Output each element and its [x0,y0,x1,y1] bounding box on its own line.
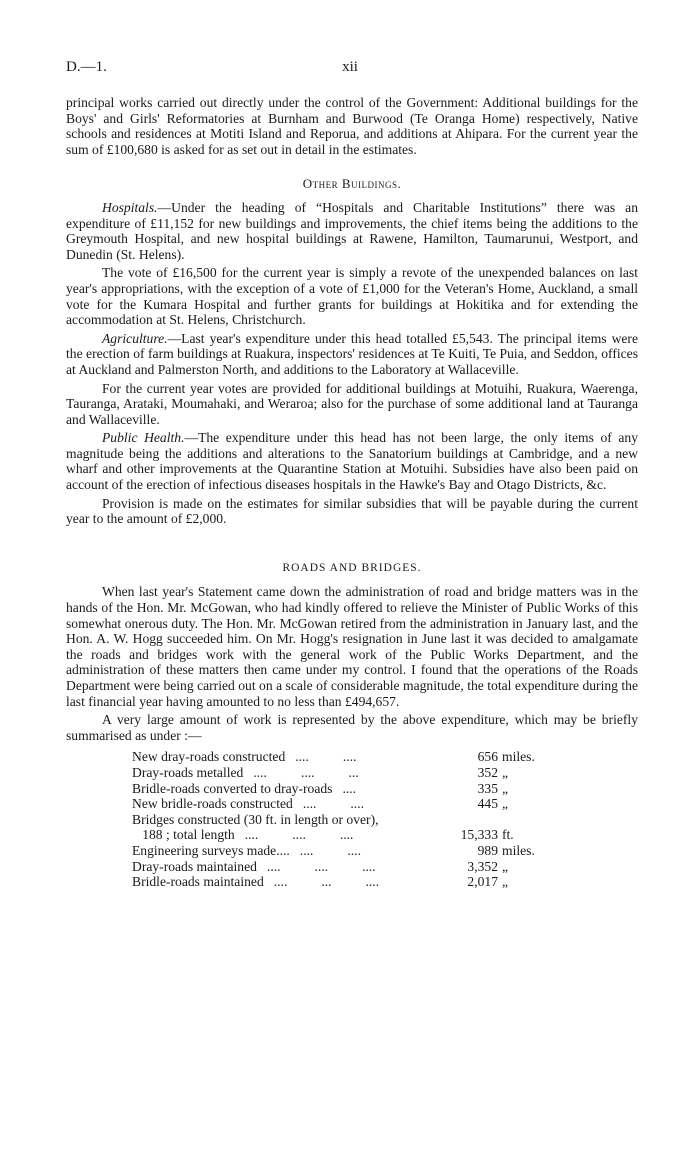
agriculture-paragraph [66,331,638,378]
statistics-label-text: Bridle-roads maintained [132,874,264,890]
statistics-label-text: Dray-roads maintained [132,858,257,874]
statistics-row [132,827,602,843]
page-header [66,60,634,78]
document-reference: D.—1. [66,59,107,75]
statistics-label-text: Engineering surveys made.... [132,842,290,858]
statistics-label-text: New dray-roads constructed [132,749,286,765]
roads-statistics-table [132,749,602,889]
roads-bridges-heading: ROADS AND BRIDGES. [282,561,422,574]
statistics-value: 656 [477,749,498,765]
votes-paragraph: For the current year votes are provided for additional buildings at Motuihi, Ruakura, Waerenga, Tauranga, Arataki, Moumahaki, and Weraroa; also for the purchase of some additional land at Tauranga and Wallaceville. [66,380,638,427]
intro-paragraph: principal works carried out directly under the control of the Government: Additional buildings for the Boys' and Girls' Reformatories at Burnham and Burwood (Te Oranga Home) respectively, Native schools and residences at Motiti Island and Reporua, and additions at Ahipara. For the current year the sum of £100,680 is asked for as set out in detail in the estimates. [66,95,638,157]
statistics-label-text: Bridle-roads converted to dray-roads [132,780,333,796]
statistics-row [132,749,602,765]
statistics-label [132,874,434,890]
statistics-label-text: 188 ; total length [132,827,235,843]
statistics-label: Bridges constructed (30 ft. in length or over), [132,811,379,827]
statistics-leader-dots: .... .... .... [244,827,354,843]
statistics-label [132,796,434,812]
hospitals-paragraph [66,200,638,262]
statistics-unit: „ [502,780,509,796]
statistics-label [132,765,434,781]
statistics-unit: „ [502,764,509,780]
statistics-row [132,812,602,828]
statistics-value: 3,352 [467,858,498,874]
statistics-unit: miles. [502,749,535,765]
roads-paragraph-2: A very large amount of work is represented by the above expenditure, which may be briefly summarised as under :— [66,712,638,743]
document-body [66,95,638,890]
hospitals-text: —Under the heading of “Hospitals and Charitable Institutions” there was an expenditure of £11,152 for new buildings and improvements, the chief items being the additions to the Greymouth Hospital, and new hospital buildings at Rawene, Hamilton, Taumarunui, Westport, and Dunedin (St. Helens). [66,199,638,262]
roads-paragraph-1: When last year's Statement came down the administration of road and bridge matters was in the hands of the Hon. Mr. McGowan, who had kindly offered to relieve the Minister of Public Works of this somewhat onerous duty. The Hon. Mr. McGowan retired from the administration in January last, and the Hon. A. W. Hogg succeeded him. On Mr. Hogg's resignation in June last it was decided to amalgamate the roads and bridges work with the general work of the Public Works Department, and the administration of these matters then came under my control. I found that the operations of the Roads Department were being carried out on a scale of considerable magnitude, the total expenditure during the last financial year having amounted to no less than £494,657. [66,584,638,709]
statistics-leader-dots: .... .... [299,842,361,858]
statistics-row [132,843,602,859]
hospitals-lead: Hospitals. [102,199,158,215]
statistics-unit: „ [502,858,509,874]
statistics-row [132,859,602,875]
statistics-value: 335 [477,780,498,796]
page-number: xii [342,59,358,75]
agriculture-lead: Agriculture. [102,330,168,346]
statistics-leader-dots: .... .... [302,796,364,812]
statistics-row [132,781,602,797]
statistics-label [132,859,434,875]
vote-paragraph: The vote of £16,500 for the current year is simply a revote of the unexpended balances on last year's appropriations, with the exception of a vote of £1,000 for the Veteran's Home, Auckland, a small vote for the Kumara Hospital and further grants for buildings at Hokitika and for extending the accommodation at St. Helens, Christchurch. [66,265,638,328]
statistics-label [132,843,434,859]
statistics-row [132,874,602,890]
statistics-label-text: Dray-roads metalled [132,764,244,780]
statistics-value: 2,017 [467,874,498,890]
public-health-lead: Public Health. [102,430,185,446]
statistics-value: 15,333 [460,827,498,843]
other-buildings-heading: Other Buildings. [302,176,402,192]
statistics-label [132,749,434,765]
statistics-value: 989 [477,842,498,858]
statistics-row [132,765,602,781]
statistics-leader-dots: .... .... .... [266,858,376,874]
statistics-unit: ft. [502,827,514,843]
statistics-leader-dots: .... .... [295,749,357,765]
statistics-label [132,827,434,843]
statistics-leader-dots: .... [342,780,357,796]
statistics-unit: miles. [502,842,535,858]
statistics-unit: „ [502,796,509,812]
provision-paragraph: Provision is made on the estimates for similar subsidies that will be payable during the current year to the amount of £2,000. [66,495,638,527]
statistics-label-text: New bridle-roads constructed [132,796,293,812]
statistics-leader-dots: .... ... .... [273,874,380,890]
statistics-value: 352 [477,764,498,780]
public-health-text: —The expenditure under this head has not been large, the only items of any magnitude being the additions and alterations to the Sanatorium buildings at Cambridge, and a new wharf and other improvements at the Quarantine Station at Motuihi. Subsidies have also been paid on account of the erection of infectious diseases hospitals in the Hawke's Bay and Otago Districts, &c. [66,430,638,493]
statistics-unit: „ [502,874,509,890]
statistics-label [132,781,434,797]
public-health-paragraph [66,430,638,492]
agriculture-text: —Last year's expenditure under this head totalled £5,543. The principal items were the erection of farm buildings at Ruakura, inspectors' residences at Te Kuiti, Te Puia, and Seddon, offices at Auckland and Palmerston North, and additions to the Laboratory at Wallaceville. [66,330,638,377]
statistics-value: 445 [477,796,498,812]
statistics-leader-dots: .... .... ... [253,764,359,780]
statistics-row [132,796,602,812]
